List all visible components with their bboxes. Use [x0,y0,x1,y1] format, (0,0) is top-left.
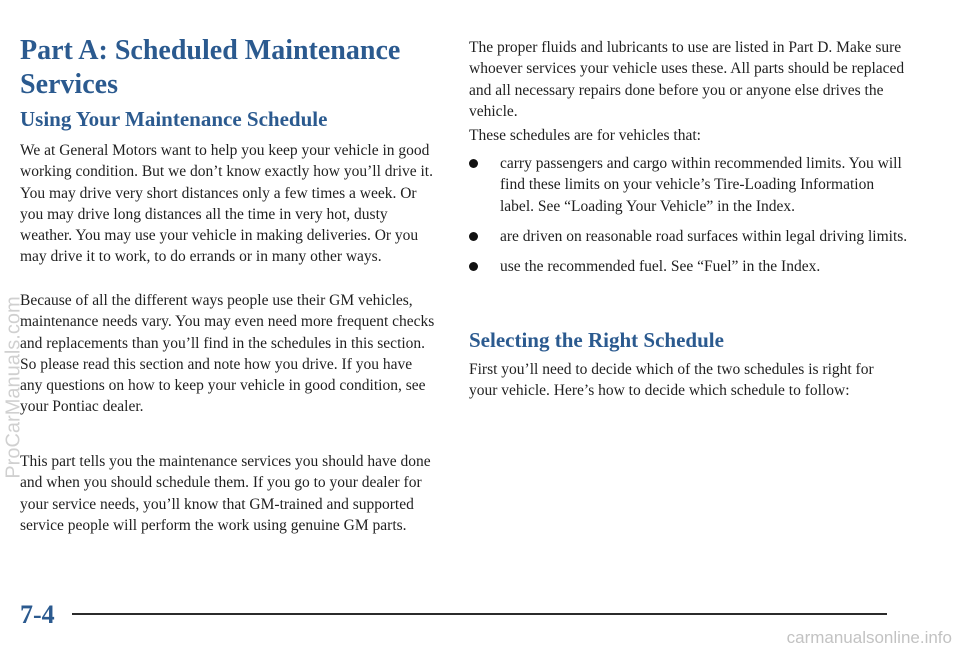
part-title: Part A: Scheduled Maintenance Services [20,35,401,100]
paragraph-selecting: First you’ll need to decide which of the two schedules is right for your vehicle. Here’s how to decide which schedule to follow: [469,361,874,400]
footer-rule [72,613,887,615]
side-watermark-text: ProCarManuals.com [2,296,25,479]
bullet-text: are driven on reasonable road surfaces within legal driving limits. [500,227,908,245]
page-number: 7-4 [20,600,55,629]
bottom-watermark: carmanualsonline.info [786,628,952,647]
section-heading-using-schedule: Using Your Maintenance Schedule [20,107,328,131]
bullet-icon [469,232,478,241]
paragraph-intro: We at General Motors want to help you keep your vehicle in good working condition. But we don’t know exactly how you’ll drive it. You may drive very short distances only a few times a week. Or you may drive long distances all the time in very hot, dusty weather. You may use your vehicle in making deliveries. Or you may drive it to work, to do errands or in many other ways. [20,142,433,266]
bullet-text: use the recommended fuel. See “Fuel” in the Index. [500,258,821,276]
paragraph-maintenance-needs: Because of all the different ways people use their GM vehicles, maintenance needs vary. You may even need more frequent checks and replacements than you’ll find in the schedules in this section. So please read this section and note how you drive. If you have any questions on how to keep your vehicle in good condition, see your Pontiac dealer. [20,292,435,416]
section-heading-selecting-schedule: Selecting the Right Schedule [469,328,724,352]
list-item [469,226,909,247]
side-watermark [0,0,25,479]
bullet-icon [469,262,478,271]
bullet-icon [469,159,478,168]
vehicle-conditions-list [469,153,909,286]
paragraph-part-overview: This part tells you the maintenance services you should have done and when you should schedule them. If you go to your dealer for your service needs, you’ll know that GM-trained and supported service people will perform the work using genuine GM parts. [20,453,431,534]
list-item [469,153,909,217]
list-item [469,256,909,277]
paragraph-schedule-lead-in: These schedules are for vehicles that: [469,127,701,144]
bullet-text: carry passengers and cargo within recommended limits. You will find these limits on your vehicle’s Tire-Loading Information label. See “Loading Your Vehicle” in the Index. [500,155,902,215]
paragraph-fluids: The proper fluids and lubricants to use are listed in Part D. Make sure whoever services your vehicle uses these. All parts should be replaced and all necessary repairs done before you or anyone else drives the vehicle. [469,39,905,120]
